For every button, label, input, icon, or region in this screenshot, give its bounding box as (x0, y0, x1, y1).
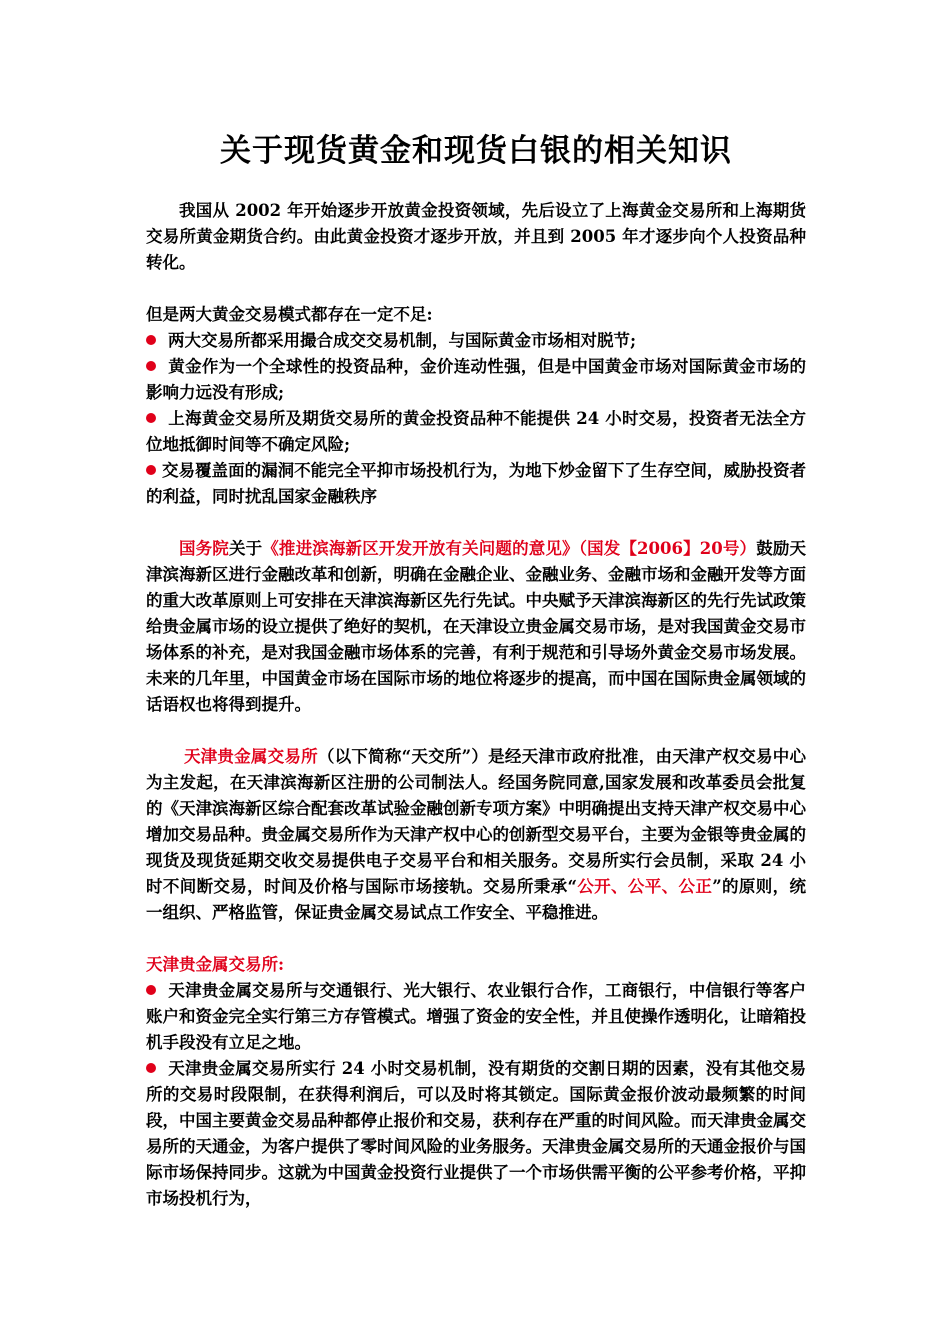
document-page (146, 126, 806, 1212)
features-heading: 天津贵金属交易所: (146, 955, 285, 974)
red-dot-icon (146, 465, 156, 475)
list-item (146, 978, 806, 1056)
exchange-paragraph (146, 744, 806, 926)
list-item-text: 黄金作为一个全球性的投资品种，金价连动性强，但是中国黄金市场对国际黄金市场的影响力远没有形成; (146, 357, 806, 402)
document-title: 关于现货黄金和现货白银的相关知识 (220, 133, 732, 169)
red-dot-icon (146, 361, 156, 371)
list-item (146, 458, 806, 510)
policy-doc-title: 《推进滨海新区开发开放有关问题的意见》（国发【2006】20号） (262, 539, 757, 558)
list-item-text: 上海黄金交易所及期货交易所的黄金投资品种不能提供 24 小时交易，投资者无法全方位地抵御时间等不确定风险; (146, 409, 806, 454)
exchange-principle: 公开、公平、公正 (576, 877, 713, 896)
spacer (146, 718, 806, 744)
red-dot-icon (146, 985, 156, 995)
list-item-text: 两大交易所都采用撮合成交交易机制，与国际黄金市场相对脱节; (168, 331, 637, 350)
list-item (146, 1056, 806, 1212)
list-item (146, 328, 806, 354)
policy-paragraph (146, 536, 806, 718)
shortcomings-heading: 但是两大黄金交易模式都存在一定不足: (146, 305, 433, 324)
spacer (146, 510, 806, 536)
exchange-name: 天津贵金属交易所 (183, 747, 318, 766)
red-dot-icon (146, 335, 156, 345)
list-item-text: 天津贵金属交易所实行 24 小时交易机制，没有期货的交割日期的因素，没有其他交易所的交易时段限制，在获得利润后，可以及时将其锁定。国际黄金报价波动最频繁的时间段，中国主要黄金交易品种都停止报价和交易，获利存在严重的时间风险。而天津贵金属交易所的天通金，为客户提供了零时间风险的业务服务。天津贵金属交易所的天通金报价与国际市场保持同步。这就为中国黄金投资行业提供了一个市场供需平衡的公平参考价格，平抑市场投机行为， (146, 1059, 806, 1208)
intro-paragraph: 我国从 2002 年开始逐步开放黄金投资领域，先后设立了上海黄金交易所和上海期货交易所黄金期货合约。由此黄金投资才逐步开放，并且到 2005 年才逐步向个人投资品种转化。 (146, 201, 806, 272)
red-dot-icon (146, 413, 156, 423)
red-dot-icon (146, 1063, 156, 1073)
list-item-text: 交易覆盖面的漏洞不能完全平抑市场投机行为，为地下炒金留下了生存空间，威胁投资者的利益，同时扰乱国家金融秩序 (146, 461, 806, 506)
policy-org: 国务院 (179, 539, 229, 558)
exchange-body-2: ”的原则，统一组织、严格监管，保证贵金属交易试点工作安全、平稳推进。 (146, 877, 806, 922)
policy-body: 鼓励天津滨海新区进行金融改革和创新，明确在金融企业、金融业务、金融市场和金融开发等方面的重大改革原则上可安排在天津滨海新区先行先试。中央赋予天津滨海新区的先行先试政策给贵金属市场的设立提供了绝好的契机，在天津设立贵金属交易市场，是对我国黄金交易市场体系的补充，是对我国金融市场体系的完善，有利于规范和引导场外黄金交易市场发展。 未来的几年里，中国黄金市场在国际市场的地位将逐步的提高，而中国在国际贵金属领域的话语权也将得到提升。 (146, 539, 807, 714)
spacer (146, 926, 806, 952)
list-item (146, 406, 806, 458)
policy-about: 关于 (228, 539, 263, 558)
spacer (146, 276, 806, 302)
list-item-text: 天津贵金属交易所与交通银行、光大银行、农业银行合作，工商银行，中信银行等客户账户和资金完全实行第三方存管模式。增强了资金的安全性，并且使操作透明化，让暗箱投机手段没有立足之地。 (146, 981, 806, 1052)
list-item (146, 354, 806, 406)
exchange-body-1: （以下简称“天交所”）是经天津市政府批准，由天津产权交易中心为主发起，在天津滨海新区注册的公司制法人。经国务院同意,国家发展和改革委员会批复的《天津滨海新区综合配套改革试验金融创新专项方案》中明确提出支持天津产权交易中心增加交易品种。贵金属交易所作为天津产权中心的创新型交易平台，主要为金银等贵金属的现货及现货延期交收交易提供电子交易平台和相关服务。交易所实行会员制，采取 24 小时不间断交易，时间及价格与国际市场接轨。交易所秉承“ (146, 747, 807, 896)
